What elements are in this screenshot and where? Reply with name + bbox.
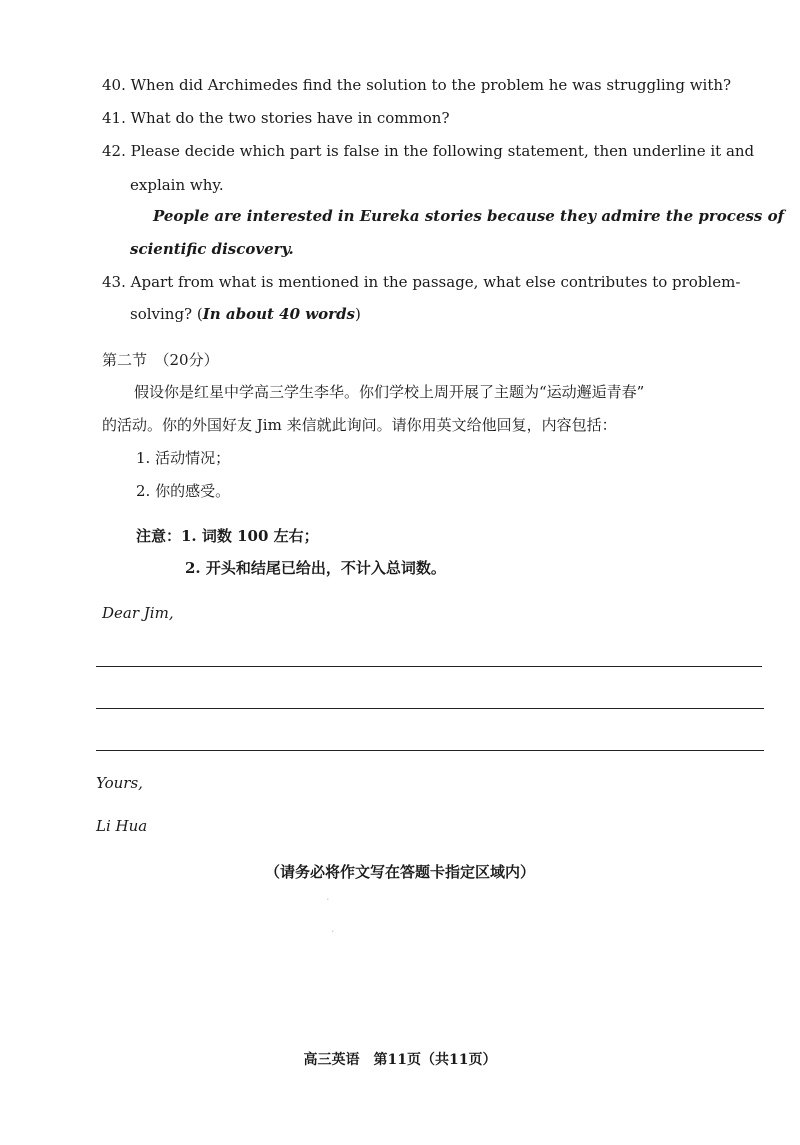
writing-line-3 bbox=[96, 750, 764, 751]
content-item-1: 1. 活动情况； bbox=[136, 449, 231, 467]
prompt-line-1: 假设你是红星中学高三学生李华。你们学校上周开展了主题为“运动邂逅青春” bbox=[134, 383, 645, 401]
question-text: ) bbox=[355, 305, 361, 323]
scan-speck: · bbox=[326, 893, 330, 906]
prompt-line-2: 的活动。你的外国好友 Jim 来信就此询问。请你用英文给他回复，内容包括： bbox=[102, 416, 617, 434]
page-footer: 高三英语 第11页（共11页） bbox=[303, 1052, 497, 1068]
question-number: 41. bbox=[102, 109, 126, 127]
scan-speck: · bbox=[331, 925, 335, 938]
closing: Yours, bbox=[96, 774, 143, 792]
question-42 bbox=[102, 142, 754, 160]
note-line-2: 2. 开头和结尾已给出，不计入总词数。 bbox=[185, 559, 446, 577]
writing-line-1 bbox=[96, 666, 762, 667]
greeting: Dear Jim, bbox=[102, 604, 174, 622]
question-42-continued: explain why. bbox=[130, 176, 224, 194]
note-line-1: 注意：1. 词数 100 左右； bbox=[136, 527, 319, 545]
signature: Li Hua bbox=[96, 817, 148, 835]
writing-line-2 bbox=[96, 708, 764, 709]
question-text: When did Archimedes find the solution to the problem he was struggling with? bbox=[130, 76, 732, 94]
question-text: What do the two stories have in common? bbox=[130, 109, 450, 127]
question-number: 43. bbox=[102, 273, 126, 291]
section-title: 第二节 （20分） bbox=[102, 351, 219, 369]
question-number: 42. bbox=[102, 142, 126, 160]
question-number: 40. bbox=[102, 76, 126, 94]
content-item-2: 2. 你的感受。 bbox=[136, 482, 231, 500]
question-text: Apart from what is mentioned in the passage, what else contributes to problem- bbox=[130, 273, 741, 291]
word-limit: In about 40 words bbox=[202, 305, 355, 323]
statement-line-2: scientific discovery. bbox=[130, 240, 294, 258]
question-40 bbox=[102, 76, 731, 94]
question-43-continued bbox=[130, 305, 361, 323]
question-43 bbox=[102, 273, 740, 291]
question-41 bbox=[102, 109, 450, 127]
statement-line-1: People are interested in Eureka stories because they admire the process of bbox=[153, 207, 785, 225]
answer-sheet-note: （请务必将作文写在答题卡指定区域内） bbox=[264, 863, 535, 881]
question-text: Please decide which part is false in the following statement, then underline it and bbox=[130, 142, 755, 160]
question-text: solving? ( bbox=[130, 305, 203, 323]
